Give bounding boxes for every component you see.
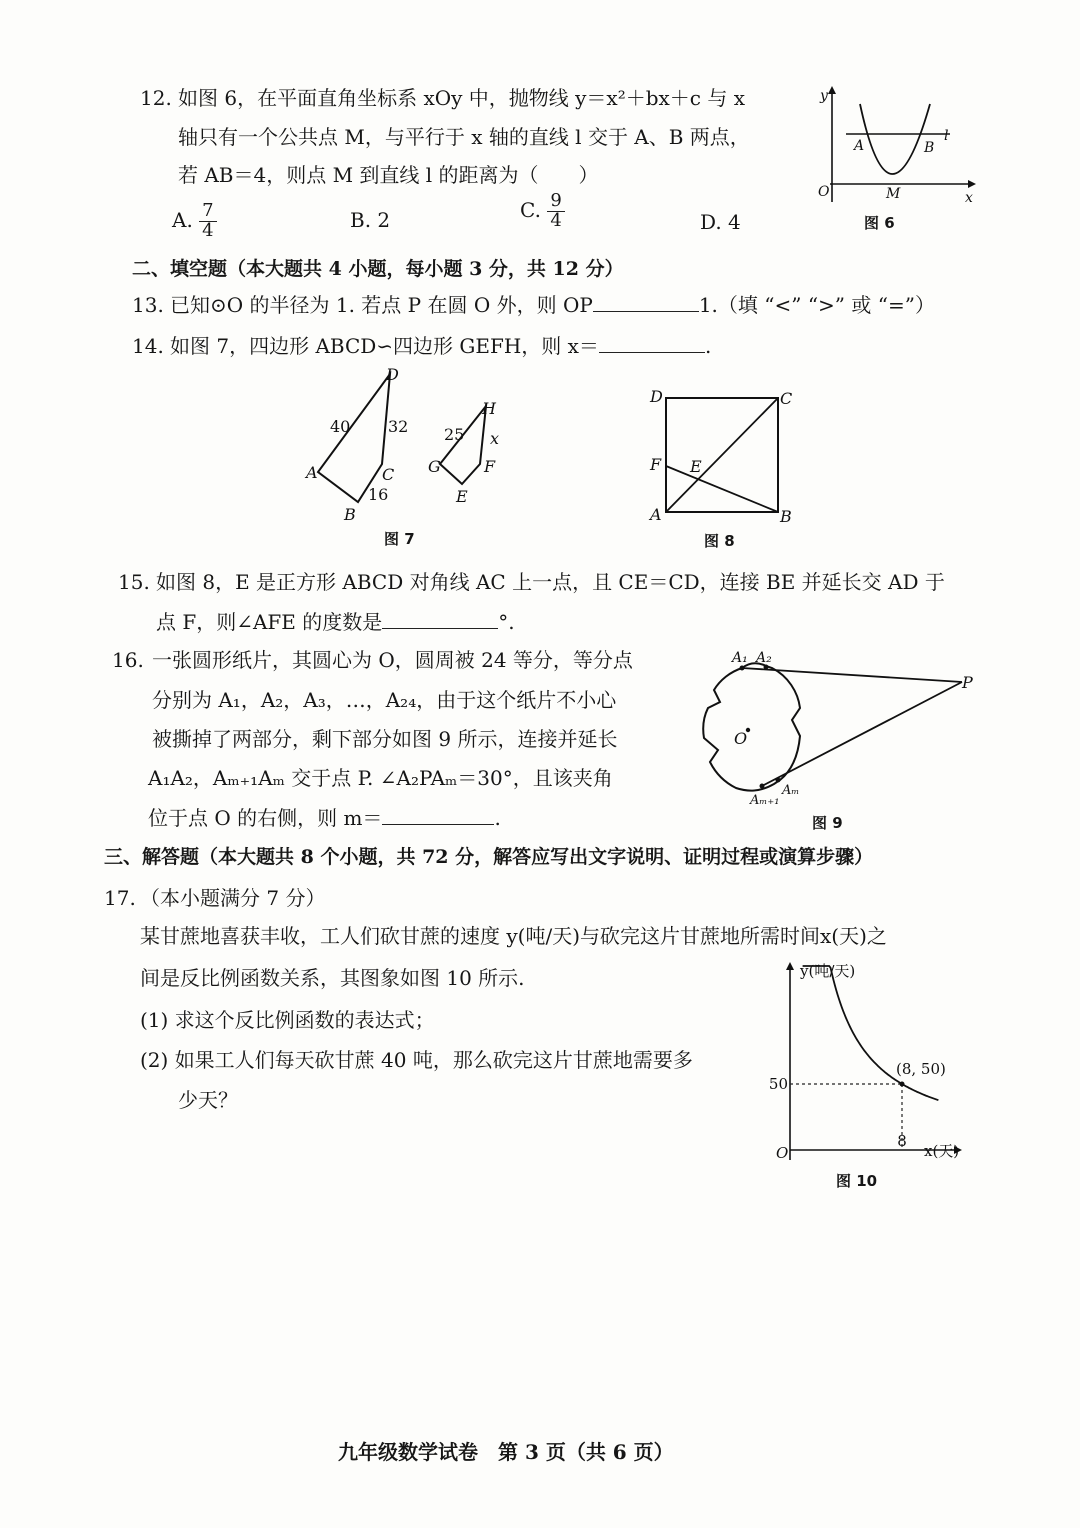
fig9-line-amp	[762, 682, 962, 786]
q17-number: 17.	[104, 886, 136, 910]
fig10-y-arrow	[786, 962, 794, 970]
q15-answer-blank[interactable]	[382, 628, 498, 629]
fig9-label-a1: A₁	[732, 650, 748, 666]
q12-option-c	[520, 192, 565, 231]
q13-text	[170, 293, 935, 317]
fig9-label-o: O	[734, 729, 748, 748]
section-2-heading: 二、填空题（本大题共 4 小题，每小题 3 分，共 12 分）	[132, 258, 624, 280]
fig8-label-c: C	[780, 389, 793, 408]
fig7-label-40: 40	[330, 417, 351, 436]
fig10-curve	[803, 966, 939, 1100]
section-3-heading: 三、解答题（本大题共 8 个小题，共 72 分，解答应写出文字说明、证明过程或演算步骤）	[104, 846, 874, 868]
fig7-label-e: E	[456, 487, 468, 506]
fig6-label-x: x	[965, 190, 973, 206]
fig7-label-h: H	[482, 399, 496, 418]
fig8-label-d: D	[650, 387, 663, 406]
fig9-label-p: P	[962, 673, 973, 692]
fig6-label-b: B	[924, 140, 935, 156]
q17-sub2-line2: 少天？	[178, 1088, 238, 1112]
q12-number: 12.	[140, 86, 172, 110]
q14-number: 14.	[132, 334, 164, 358]
fig9-label-a2: A₂	[756, 650, 772, 666]
q15-number: 15.	[118, 570, 150, 594]
fig7-label-32: 32	[388, 417, 409, 436]
q13-tail: 1.（填 “<” “>” 或 “=”）	[698, 293, 935, 317]
q14-answer-blank[interactable]	[599, 352, 705, 353]
q16-line2: 分别为 A₁，A₂，A₃，…，A₂₄，由于这个纸片不小心	[152, 688, 617, 712]
fig7-label-f: F	[484, 457, 496, 476]
fig8-label-e: E	[690, 457, 702, 476]
fig7-caption: 图 7	[384, 530, 415, 548]
fig8-diagonal-ac	[666, 398, 778, 512]
fig7-quad-gefh	[440, 406, 486, 484]
q12-option-d: D. 4	[700, 210, 741, 234]
fig7-quad-abcd	[318, 374, 390, 502]
fig9-label-am1: Aₘ₊₁	[750, 793, 780, 808]
q16-tail: .	[494, 806, 501, 830]
fig7-label-16: 16	[368, 485, 389, 504]
fig9-label-am: Aₘ	[782, 783, 800, 798]
fig6-label-y: y	[820, 88, 828, 104]
fig10-origin: O	[776, 1144, 789, 1162]
q12-option-c-numerator: 9	[547, 192, 564, 212]
q12-option-a-denominator: 4	[202, 219, 214, 241]
fig10-xtick-8: 8	[897, 1132, 907, 1150]
figure-7	[300, 360, 520, 530]
q17-sub2-line1: (2) 如果工人们每天砍甘蔗 40 吨，那么砍完这片甘蔗地需要多	[140, 1048, 693, 1072]
q12-line2: 轴只有一个公共点 M，与平行于 x 轴的直线 l 交于 A、B 两点，	[178, 125, 750, 149]
fig9-point-a1	[740, 666, 745, 671]
fig7-label-25: 25	[444, 425, 465, 444]
fig9-caption: 图 9	[812, 814, 843, 832]
q15-line1: 如图 8，E 是正方形 ABCD 对角线 AC 上一点，且 CE＝CD，连接 BE 并延长交 AD 于	[156, 570, 945, 594]
q12-option-a-fraction	[199, 202, 216, 241]
q14-tail: .	[704, 334, 712, 358]
fig9-line-a1a2p	[742, 668, 962, 682]
q16-line3: 被撕掉了两部分，剩下部分如图 9 所示，连接并延长	[152, 727, 618, 751]
fig7-label-d: D	[386, 365, 399, 384]
q16-line4: A₁A₂，Aₘ₊₁Aₘ 交于点 P. ∠A₂PAₘ＝30°，且该夹角	[148, 766, 613, 790]
fig7-label-x: x	[490, 429, 500, 448]
fig7-label-c: C	[382, 465, 395, 484]
fig6-y-arrow	[828, 86, 836, 94]
q16-number: 16.	[112, 648, 144, 672]
fig10-xlabel: x(天)	[924, 1142, 960, 1160]
q12-line3: 若 AB＝4，则点 M 到直线 l 的距离为（ ）	[178, 163, 599, 187]
q14-body: 如图 7，四边形 ABCD∽四边形 GEFH，则 x＝	[170, 334, 599, 358]
q12-option-b: B. 2	[350, 208, 391, 232]
fig10-point-8-50	[900, 1082, 905, 1087]
fig10-caption: 图 10	[836, 1172, 878, 1190]
q17-line1: 某甘蔗地喜获丰收，工人们砍甘蔗的速度 y(吨/天)与砍完这片甘蔗地所需时间x(天)之	[140, 924, 887, 948]
q17-score: （本小题满分 7 分）	[140, 886, 326, 910]
q16-line1: 一张圆形纸片，其圆心为 O，圆周被 24 等分，等分点	[152, 648, 633, 672]
fig6-caption: 图 6	[864, 214, 895, 232]
fig7-label-a: A	[306, 463, 318, 482]
fig8-caption: 图 8	[704, 532, 735, 550]
q13-answer-blank[interactable]	[593, 311, 699, 312]
fig6-label-m: M	[886, 186, 901, 202]
fig6-label-l: l	[944, 128, 949, 144]
figure-6	[800, 84, 980, 214]
q16-body: 位于点 O 的右侧，则 m＝	[148, 806, 383, 830]
fig10-ylabel: y(吨/天)	[800, 962, 856, 980]
fig8-label-f: F	[650, 455, 662, 474]
q15-tail: °.	[498, 610, 515, 634]
q13-body: 已知⊙O 的半径为 1. 若点 P 在圆 O 外，则 OP	[170, 293, 593, 317]
page-footer: 九年级数学试卷 第 3 页（共 6 页）	[338, 1440, 674, 1464]
fig9-point-am1	[760, 784, 765, 789]
fig7-label-g: G	[428, 457, 441, 476]
fig7-label-b: B	[344, 505, 356, 524]
q17-line2: 间是反比例函数关系，其图象如图 10 所示.	[140, 966, 525, 990]
q12-option-c-denominator: 4	[550, 209, 562, 231]
fig10-chart	[760, 956, 980, 1166]
figure-10	[760, 956, 980, 1166]
figure-9	[690, 640, 980, 810]
fig8-label-a: A	[650, 505, 662, 524]
fig6-parabola	[860, 104, 930, 174]
q12-line1: 如图 6，在平面直角坐标系 xOy 中，抛物线 y＝x²＋bx＋c 与 x	[178, 86, 746, 110]
figure-8	[640, 382, 810, 532]
fig9-paper-outline	[703, 663, 800, 790]
fig6-x-arrow	[968, 180, 976, 188]
q12-option-a-numerator: 7	[199, 202, 216, 222]
q15-line2	[156, 610, 515, 634]
fig10-point-label: (8, 50)	[896, 1060, 946, 1078]
fig6-label-a: A	[854, 138, 865, 154]
q12-option-c-fraction	[547, 192, 564, 231]
q12-option-a	[172, 202, 217, 241]
q12-option-a-label: A.	[172, 207, 193, 232]
q12-option-c-label: C.	[520, 197, 541, 222]
fig8-label-b: B	[780, 507, 792, 526]
fig8-segment-bf	[666, 466, 778, 512]
fig10-ytick-50: 50	[768, 1075, 788, 1093]
q16-answer-blank[interactable]	[382, 824, 494, 825]
q13-number: 13.	[132, 293, 164, 317]
q16-line5	[148, 806, 501, 830]
q15-body: 点 F，则∠AFE 的度数是	[156, 610, 383, 634]
fig6-label-o: O	[818, 184, 830, 200]
fig9-point-am	[776, 778, 781, 783]
q14-text	[170, 334, 711, 358]
q17-sub1: (1) 求这个反比例函数的表达式；	[140, 1008, 435, 1032]
